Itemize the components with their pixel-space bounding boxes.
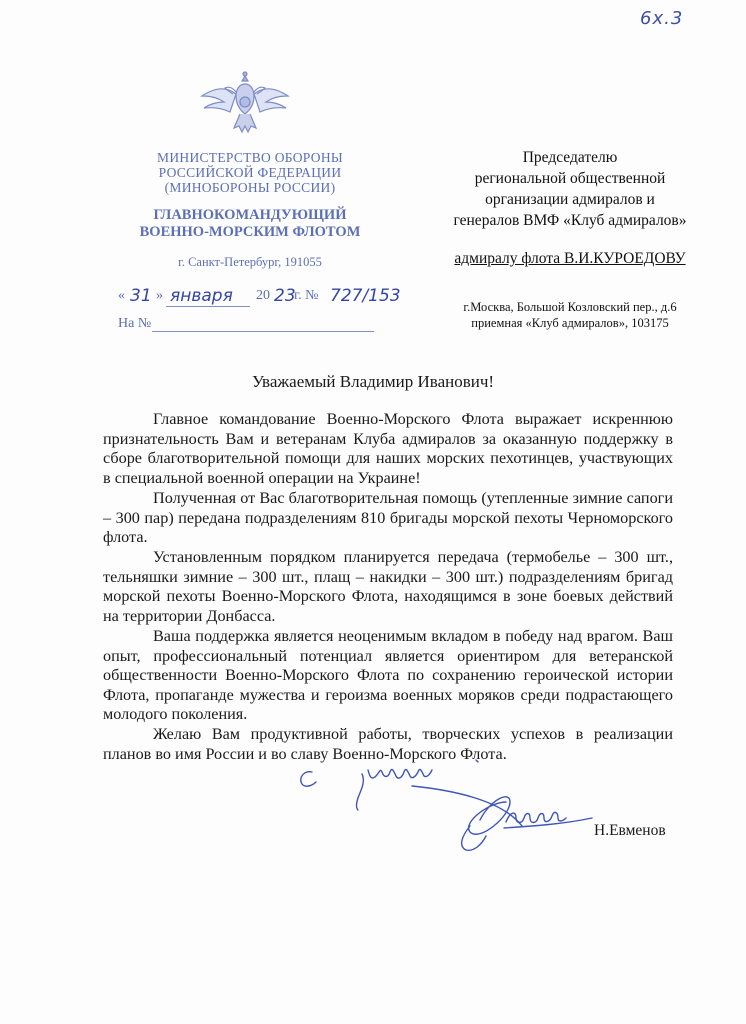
body-paragraph-2 [103, 489, 673, 548]
recipient-line-3: организации адмиралов и [485, 191, 655, 208]
paragraph-text: Полученная от Вас благотворительная помощь (утепленные зимние сапоги – 300 пар) передана подразделениям 810 бригады морской пехоты Черноморского флота. [103, 489, 673, 547]
body-paragraph-3 [103, 548, 673, 626]
registration-mark: 6х.3 [640, 8, 684, 29]
signatory-name: Н.Евменов [594, 822, 666, 839]
ministry-emblem-icon [198, 70, 292, 140]
month-underline [166, 306, 250, 307]
outgoing-number: 727/153 [330, 286, 401, 306]
date-month: января [170, 286, 233, 306]
date-close-quote: » [156, 288, 163, 303]
ministry-line-1: МИНИСТЕРСТВО ОБОРОНЫ [157, 150, 343, 165]
ministry-line-2: РОССИЙСКОЙ ФЕДЕРАЦИИ [158, 165, 342, 180]
ministry-line-3: (МИНОБОРОНЫ РОССИИ) [164, 180, 336, 195]
body-paragraph-4 [103, 627, 673, 725]
recipient-name: адмиралу флота В.И.КУРОЕДОВУ [454, 250, 686, 267]
paragraph-text: Установленным порядком планируется передача (термобелье – 300 шт., тельняшки зимние – 300 шт., плащ – накидки – 300 шт.) подразделениям бригад морской пехоты Военно-Морского Флота, находящимся в зоне боевых действий на территории Донбасса. [103, 548, 673, 625]
date-day: 31 [130, 286, 152, 306]
office-title-line-1: ГЛАВНОКОМАНДУЮЩИЙ [153, 207, 347, 223]
office-title-line-2: ВОЕННО-МОРСКИМ ФЛОТОМ [139, 224, 361, 240]
reference-number-label: На № [118, 316, 152, 331]
reference-number-line [152, 331, 374, 332]
date-year-prefix: 20 [256, 288, 270, 303]
date-year-suffix: 23 [274, 286, 296, 306]
recipient-address-line-1: г.Москва, Большой Козловский пер., д.6 [463, 300, 677, 314]
handwritten-signature [290, 750, 620, 860]
paragraph-text: Желаю Вам продуктивной работы, творческих успехов в реализации планов во имя России и во славу Военно-Морского Флота. [103, 725, 673, 763]
recipient-address-line-2: приемная «Клуб адмиралов», 103175 [471, 316, 669, 330]
date-number-line [118, 286, 401, 310]
sender-city: г. Санкт-Петербург, 191055 [178, 255, 322, 269]
recipient-line-1: Председателю [522, 149, 618, 166]
recipient-line-4: генералов ВМФ «Клуб адмиралов» [453, 212, 687, 229]
body-paragraph-1 [103, 410, 673, 488]
year-number-label: г. № [294, 288, 319, 303]
date-open-quote: « [118, 288, 125, 303]
paragraph-text: Ваша поддержка является неоценимым вкладом в победу над врагом. Ваш опыт, профессиональный потенциал является ориентиром для ветеранской общественности Военно-Морского Флота по сохранению героической истории Флота, пропаганде мужества и героизма военных моряков среди подрастающего молодого поколения. [103, 627, 673, 724]
paragraph-text: Главное командование Военно-Морского Флота выражает искреннюю признательность Вам и ветеранам Клуба адмиралов за оказанную поддержку в сборе благотворительной помощи для наших морских пехотинцев, участвующих в специальной военной операции на Украине! [103, 410, 673, 487]
salutation: Уважаемый Владимир Иванович! [251, 372, 495, 391]
recipient-line-2: региональной общественной [474, 170, 666, 187]
